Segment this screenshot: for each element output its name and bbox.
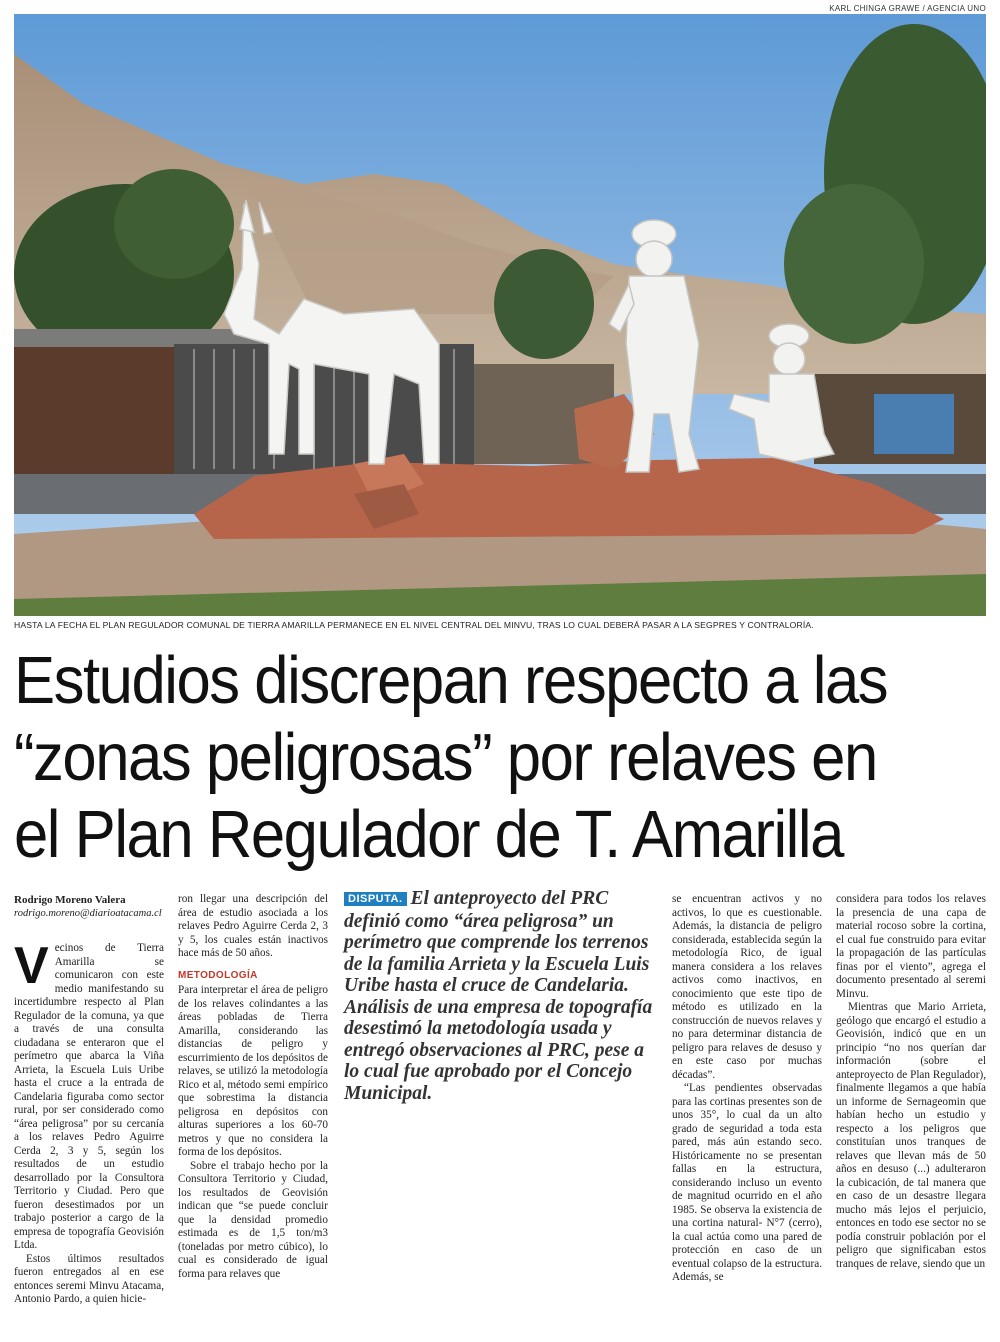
article-column-2: [178, 893, 328, 1281]
article-column-5: [836, 893, 986, 1271]
article-paragraph: se encuentran activos y no activos, lo que es cuestionable. Además, la distancia de peligro considerada, establecida según la metodología Rico, de igual manera considera a los relaves activos como inactivos, en conocimiento que este tipo de método es utilizado en la construcción de nuevos relaves y no para determinar distancia de peligro para relaves de desuso y en este caso por muchas décadas”.: [672, 893, 822, 1081]
article-paragraph: ron llegar una descripción del área de estudio asociada a los relaves Pedro Aguirre Cerda 2, 3 y 5, los cuales están inactivos hace más de 50 años.: [178, 893, 328, 959]
article-paragraph: Para interpretar el área de peligro de los relaves colindantes a las áreas pobladas de Tierra Amarilla, considerando las distancias de peligro y escurrimiento de los depósitos de relaves, se utilizó la metodología Rico et al, método semi empírico que sobrestima la distancia peligrosa en depósitos con alturas superiores a los 60-70 metros y que no considera la forma de los depósitos.: [178, 984, 328, 1158]
monument-illustration: [14, 14, 986, 616]
article-photo: [14, 14, 986, 616]
headline-line-2: “zonas peligrosas” por relaves en: [14, 720, 877, 795]
pull-quote: [344, 888, 660, 1104]
article-column-1: [14, 893, 164, 1307]
drop-cap: V: [14, 937, 49, 995]
article-paragraph: Mientras que Mario Arrieta, geólogo que encargó el estudio a Geovisión, indicó que en un principio “no nos querían dar información (sobre el anteproyecto de Plan Regulador), finalmente llegamos a que había un informe de Sernageomin que habían hecho un estudio y respecto a los peligros que constituían unos tranques de relaves que llevan más de 50 años en desuso (...) adulteraron la cubicación, de tal manera que en caso de un desastre llegara mucho más lejos el perjuicio, entonces en todo ese sector no se podía construir población por el peligro que significaban estos tranques de relave, siendo que un: [836, 1001, 986, 1270]
pull-quote-label: DISPUTA.: [344, 892, 407, 906]
photo-credit: KARL CHINGA GRAWE / AGENCIA UNO: [829, 4, 986, 13]
article-paragraph: “Las pendientes observadas para las cortinas presentes son de unos 35°, lo cual da un alto grado de seguridad a toda esta pared, más aún estando seco. Históricamente no se presentan fallas en la estructura, considerando incluso un evento de magnitud ocurrido en el año 1985. Se observa la existencia de una cortina natural- N°7 (cerro), la cual actúa como una pared de protección en caso de un eventual colapso de la estructura. Además, se: [672, 1082, 822, 1283]
byline-email: rodrigo.moreno@diarioatacama.cl: [14, 908, 162, 919]
headline-line-1: Estudios discrepan respecto a las: [14, 643, 888, 718]
article-paragraph: Estos últimos resultados fueron entregados al en ese entonces seremi Minvu Atacama, Antonio Pardo, a quien hicie-: [14, 1252, 164, 1305]
headline-line-3: el Plan Regulador de T. Amarilla: [14, 797, 843, 872]
article-column-4: [672, 893, 822, 1285]
lead-paragraph: [14, 937, 164, 1253]
lead-paragraph-text: ecinos de Tierra Amarilla se comunicaron con este medio manifestando su incertidumbre respecto al Plan Regulador de la comuna, ya que a través de una consulta ciudadana se enteraron que el perímetro que abarca la Viña Arrieta, la Escuela Luis Uribe hasta el cruce a la entrada de Candelaria figuraba como sector rural, por ser considerado como “área peligrosa” por su cercanía a los relaves Pedro Aguirre Cerda 2, 3 y 5, según los resultados de un estudio desarrollado por la Consultora Territorio y Ciudad. Pero que fueron desestimados por un trabajo posterior a cargo de la empresa de topografía Geovisión Ltda.: [14, 942, 164, 1251]
article-paragraph: considera para todos los relaves la presencia de una capa de material rocoso sobre la cortina, el cual fue construido para evitar la propagación de las partículas finas por el viento”, agrega el documento presentado al seremi Minvu.: [836, 893, 986, 1000]
article-paragraph: Sobre el trabajo hecho por la Consultora Territorio y Ciudad, los resultados de Geovisión indican que “se puede concluir que la densidad promedio estimada es de 1,5 ton/m3 (toneladas por metro cúbico), lo cual es considerado de igual forma para relaves que: [178, 1159, 328, 1280]
byline-author: Rodrigo Moreno Valera: [14, 894, 126, 906]
headline: [14, 642, 986, 873]
pull-quote-text: El anteproyecto del PRC definió como “área peligrosa” un perímetro que comprende los terrenos de la familia Arrieta y la Escuela Luis Uribe hasta el cruce de Candelaria. Análisis de una empresa de topografía desestimó la metodología usada y entregó observaciones al PRC, pese a lo cual fue aprobado por el Concejo Municipal.: [344, 888, 653, 1104]
photo-caption: HASTA LA FECHA EL PLAN REGULADOR COMUNAL DE TIERRA AMARILLA PERMANECE EN EL NIVEL CENTRAL DEL MINVU, TRAS LO CUAL DEBERÁ PASAR A LA SEGPRES Y CONTRALORÍA.: [14, 620, 814, 630]
subheading-metodologia: METODOLOGÍA: [178, 969, 258, 981]
